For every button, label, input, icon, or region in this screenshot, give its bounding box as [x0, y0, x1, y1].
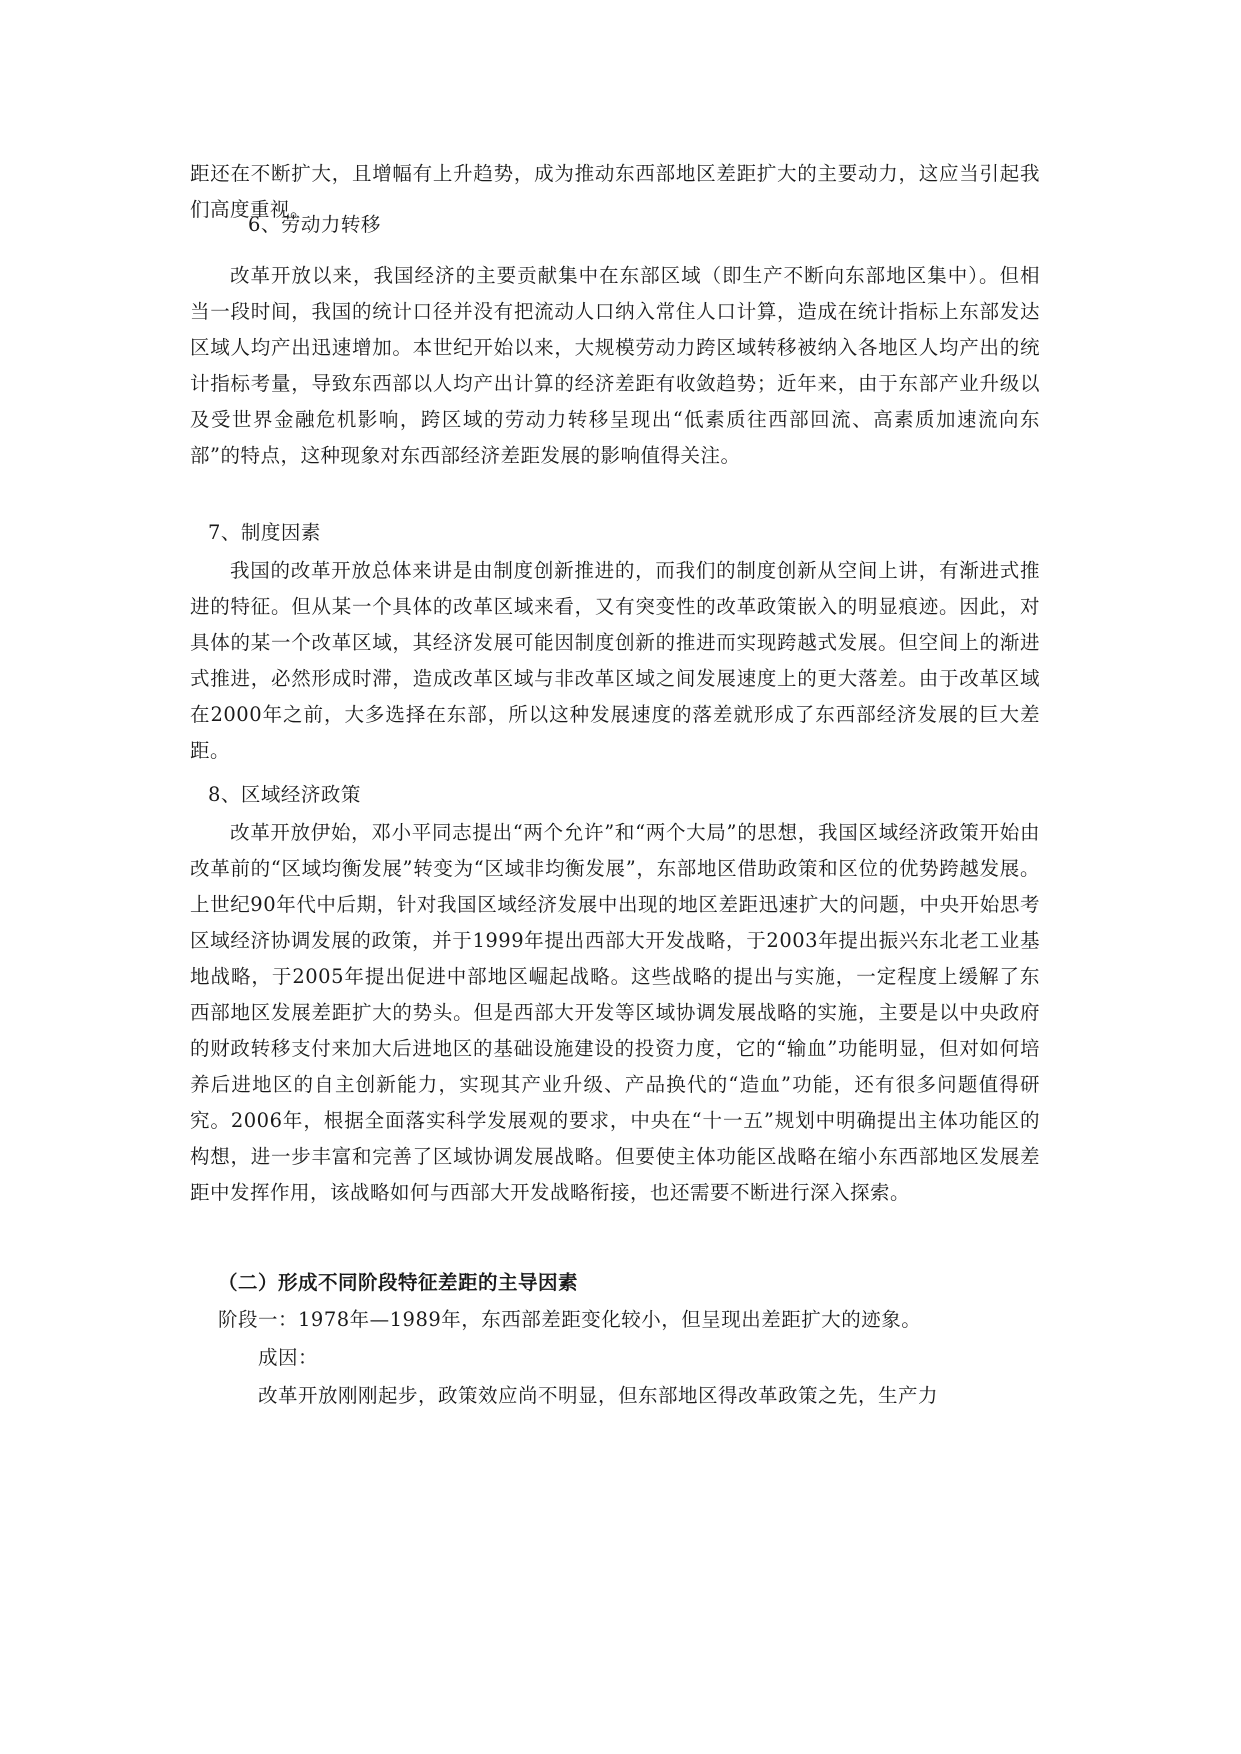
section-heading-dominant-factors: （二）形成不同阶段特征差距的主导因素 — [218, 1271, 579, 1294]
paragraph-institutional-factors: 我国的改革开放总体来讲是由制度创新推进的，而我们的制度创新从空间上讲，有渐进式推进的特征。但从某一个具体的改革区域来看，又有突变性的改革政策嵌入的明显痕迹。因此，对具体的某一个改革区域，其经济发展可能因制度创新的推进而实现跨越式发展。但空间上的渐进式推进，必然形成时滞，造成改革区域与非改革区域之间发展速度上的更大落差。由于改革区域在2000年之前，大多选择在东部，所以这种发展速度的落差就形成了东西部经济发展的巨大差距。 — [190, 559, 1040, 762]
heading-regional-policy: 8、区域经济政策 — [208, 783, 361, 806]
heading-labor-transfer: 6、劳动力转移 — [248, 213, 381, 236]
heading-institutional-factors: 7、制度因素 — [208, 521, 321, 544]
stage-one-line: 阶段一：1978年—1989年，东西部差距变化较小，但呈现出差距扩大的迹象。 — [218, 1308, 922, 1331]
cause-label: 成因： — [258, 1346, 319, 1369]
paragraph-continuation: 距还在不断扩大，且增幅有上升趋势，成为推动东西部地区差距扩大的主要动力，这应当引起我们高度重视。 — [190, 162, 1040, 221]
paragraph-labor-transfer: 改革开放以来，我国经济的主要贡献集中在东部区域（即生产不断向东部地区集中）。但相当一段时间，我国的统计口径并没有把流动人口纳入常住人口计算，造成在统计指标上东部发达区域人均产出迅速增加。本世纪开始以来，大规模劳动力跨区域转移被纳入各地区人均产出的统计指标考量，导致东西部以人均产出计算的经济差距有收敛趋势；近年来，由于东部产业升级以及受世界金融危机影响，跨区域的劳动力转移呈现出“低素质往西部回流、高素质加速流向东部”的特点，这种现象对东西部经济差距发展的影响值得关注。 — [190, 264, 1040, 467]
paragraph-regional-policy: 改革开放伊始，邓小平同志提出“两个允许”和“两个大局”的思想，我国区域经济政策开始由改革前的“区域均衡发展”转变为“区域非均衡发展”，东部地区借助政策和区位的优势跨越发展。上世纪90年代中后期，针对我国区域经济发展中出现的地区差距迅速扩大的问题，中央开始思考区域经济协调发展的政策，并于1999年提出西部大开发战略，于2003年提出振兴东北老工业基地战略，于2005年提出促进中部地区崛起战略。这些战略的提出与实施，一定程度上缓解了东西部地区发展差距扩大的势头。但是西部大开发等区域协调发展战略的实施，主要是以中央政府的财政转移支付来加大后进地区的基础设施建设的投资力度，它的“输血”功能明显，但对如何培养后进地区的自主创新能力，实现其产业升级、产品换代的“造血”功能，还有很多问题值得研究。2006年，根据全面落实科学发展观的要求，中央在“十一五”规划中明确提出主体功能区的构想，进一步丰富和完善了区域协调发展战略。但要使主体功能区战略在缩小东西部地区发展差距中发挥作用，该战略如何与西部大开发战略衔接，也还需要不断进行深入探索。 — [190, 821, 1040, 1204]
cause-text: 改革开放刚刚起步，政策效应尚不明显，但东部地区得改革政策之先，生产力 — [258, 1384, 939, 1407]
